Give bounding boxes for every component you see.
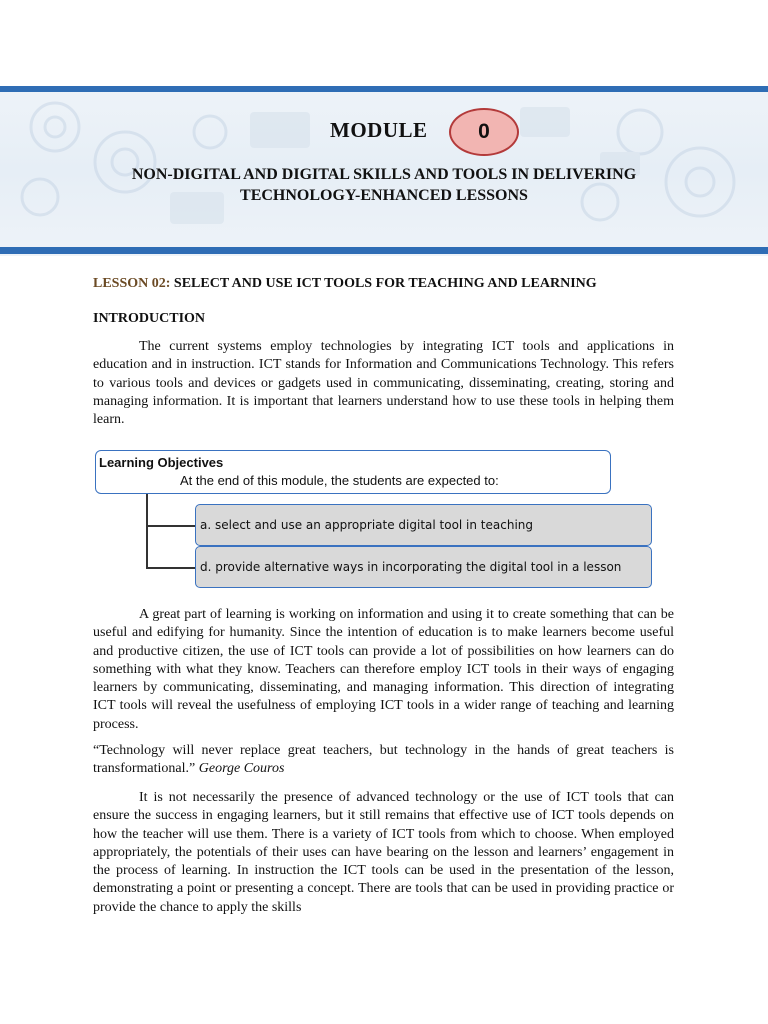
objective-item-a: a. select and use an appropriate digital tool in teaching — [195, 504, 652, 546]
module-title-line-2: TECHNOLOGY-ENHANCED LESSONS — [240, 187, 528, 204]
objectives-connector-vertical — [146, 494, 148, 567]
lesson-number: LESSON 02: — [93, 276, 171, 291]
module-title — [60, 164, 708, 206]
lesson-heading — [93, 276, 597, 292]
banner-bottom-stripe — [0, 247, 768, 254]
objectives-connector-a — [146, 525, 196, 527]
objective-item-d: d. provide alternative ways in incorporating the digital tool in a lesson — [195, 546, 652, 588]
introduction-paragraph: The current systems employ technologies by integrating ICT tools and applications in education and in instruction. ICT stands for Information and Communications Technology. This refers to various tools and devices or gadgets used in communicating, disseminating, creating, storing and managing information. It is important that learners understand how to use these tools in helping them learn. — [93, 339, 674, 428]
quote-text: “Technology will never replace great teachers, but technology in the hands of great teachers is transformational.” — [93, 743, 674, 777]
quote-author: George Couros — [198, 761, 285, 777]
body-paragraph-1: A great part of learning is working on information and using it to create something that can be useful and edifying for humanity. Since the intention of education is to make learners become useful and productive citizen, the use of ICT tools can provide a lot of possibilities on how learners can do something with what they know. Teachers can therefore employ ICT tools in their ways of engaging learners by communicating, disseminating, and managing information. This direction of integrating ICT tools will reveal the usefulness of employing ICT tools in a wider range of teaching and learning process. — [93, 607, 674, 732]
quote-paragraph — [93, 742, 674, 779]
module-heading — [0, 104, 768, 154]
introduction-heading: INTRODUCTION — [93, 311, 206, 326]
objectives-title: Learning Objectives — [99, 455, 224, 470]
module-label: MODULE — [330, 118, 428, 142]
body-paragraph-2: It is not necessarily the presence of advanced technology or the use of ICT tools that can ensure the success in engaging learners, but it still remains that effective use of ICT tools depends on how the teacher will use them. There is a variety of ICT tools from which to choose. When employed appropriately, the potentials of their uses can have bearing on the lesson and learners’ engagement in the process of learning. In instruction the ICT tools can be used in the presentation of the lesson, demonstrating a point or presenting a concept. There are tools that can be used in providing practice or provide the chance to apply the skills — [93, 790, 674, 915]
objectives-connector-d — [146, 567, 196, 569]
module-title-line-1: NON-DIGITAL AND DIGITAL SKILLS AND TOOLS IN DELIVERING — [131, 166, 637, 183]
lesson-title: SELECT AND USE ICT TOOLS FOR TEACHING AND LEARNING — [173, 276, 597, 291]
module-number-badge: 0 — [449, 108, 519, 156]
objectives-subtitle: At the end of this module, the students are expected to: — [180, 473, 499, 488]
learning-objectives-box — [95, 450, 611, 494]
